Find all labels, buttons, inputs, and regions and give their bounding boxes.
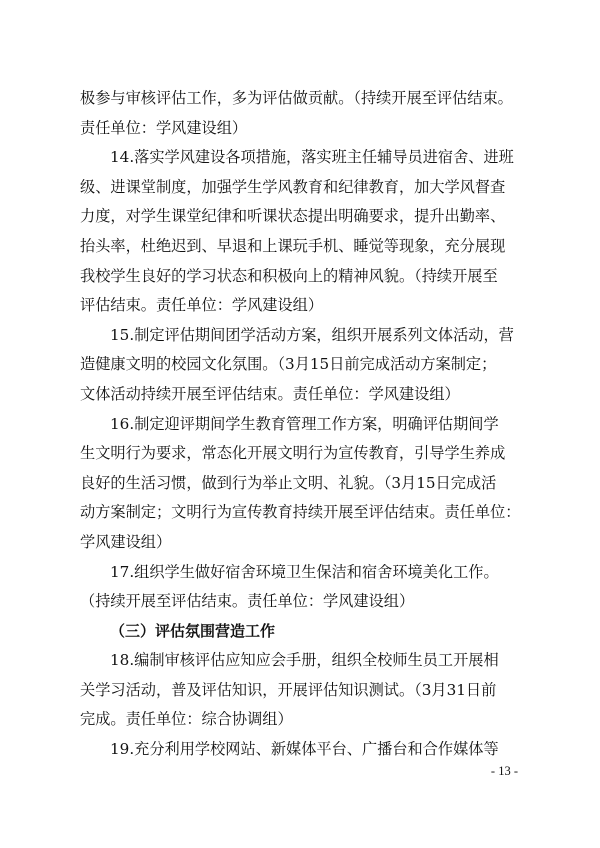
text-line: 造健康文明的校园文化氛围。（3月15日前完成活动方案制定； xyxy=(80,355,497,374)
text-line: 关学习活动，普及评估知识，开展评估知识测试。（3月31日前 xyxy=(80,680,497,699)
document-body xyxy=(80,84,526,765)
text-line: 14.落实学风建设各项措施，落实班主任辅导员进宿舍、进班 xyxy=(110,148,514,167)
text-line: 极参与审核评估工作，多为评估做贡献。（持续开展至评估结束。 xyxy=(80,89,513,107)
text-line: 17.组织学生做好宿舍环境卫生保洁和宿舍环境美化工作。 xyxy=(110,562,499,581)
page-number: - 13 - xyxy=(490,764,518,778)
text-line: 文体活动持续开展至评估结束。责任单位：学风建设组） xyxy=(80,384,460,403)
text-line: 动方案制定；文明行为宣传教育持续开展至评估结束。责任单位： xyxy=(80,503,521,522)
text-line: 责任单位：学风建设组） xyxy=(80,118,248,137)
text-line: 我校学生良好的学习状态和积极向上的精神风貌。（持续开展至 xyxy=(80,266,498,285)
text-line: 完成。责任单位：综合协调组） xyxy=(80,710,293,729)
text-line: 力度，对学生课堂纪律和听课状态提出明确要求，提升出勤率、 xyxy=(80,207,506,226)
text-line: 15.制定评估期间团学活动方案，组织开展系列文体活动，营 xyxy=(110,325,514,344)
text-line: 级、进课堂制度，加强学生学风教育和纪律教育，加大学风督查 xyxy=(80,177,506,196)
text-line: 评估结束。责任单位：学风建设组） xyxy=(80,296,323,315)
text-line: 生文明行为要求，常态化开展文明行为宣传教育，引导学生养成 xyxy=(80,444,506,463)
text-line: 良好的生活习惯，做到行为举止文明、礼貌。（3月15日完成活 xyxy=(80,473,497,492)
text-line: 16.制定迎评期间学生教育管理工作方案，明确评估期间学 xyxy=(110,414,499,433)
text-line: 19.充分利用学校网站、新媒体平台、广播台和合作媒体等 xyxy=(110,740,499,759)
text-line: 学风建设组） xyxy=(80,532,172,551)
text-line: （持续开展至评估结束。责任单位：学风建设组） xyxy=(80,592,415,611)
text-line: 18.编制审核评估应知应会手册，组织全校师生员工开展相 xyxy=(110,651,499,670)
text-line: 抬头率，杜绝迟到、早退和上课玩手机、睡觉等现象，充分展现 xyxy=(80,236,506,255)
section-heading: （三）评估氛围营造工作 xyxy=(110,621,276,640)
